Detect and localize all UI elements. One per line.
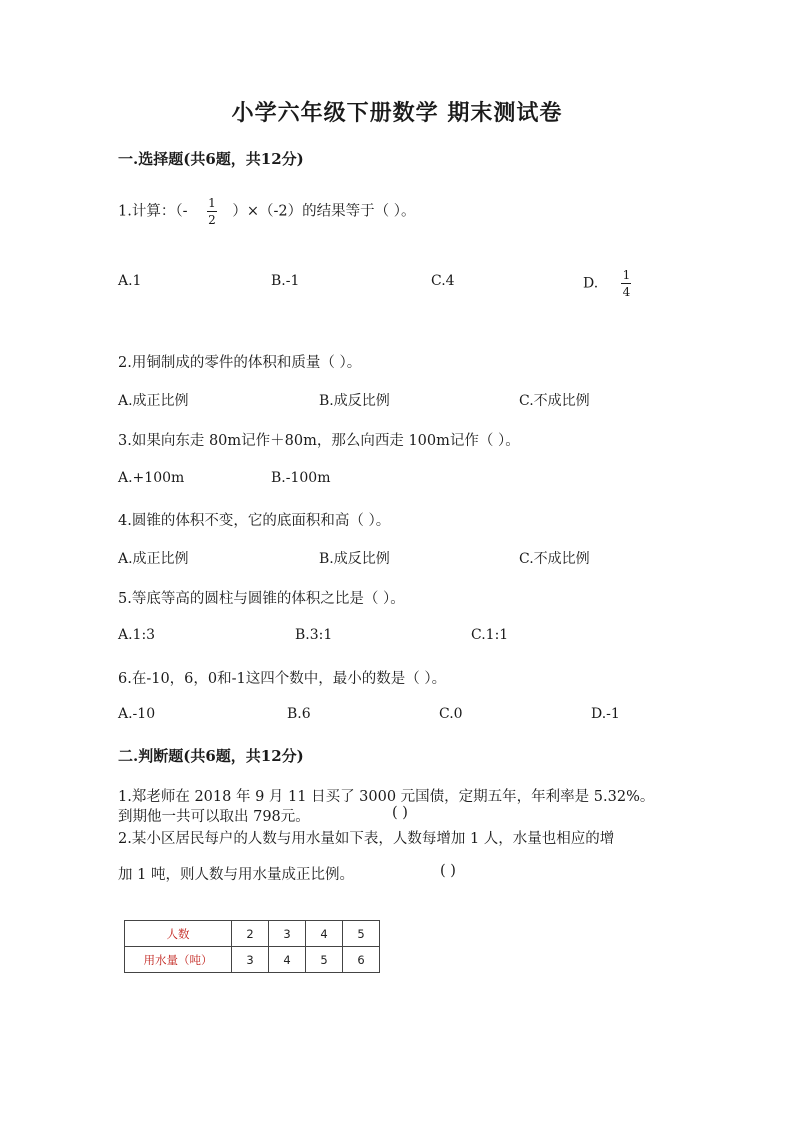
table-cell: 4 — [306, 921, 343, 947]
q2-option-a: A.成正比例 — [118, 393, 189, 409]
q5-option-c: C.1:1 — [471, 627, 509, 643]
question-1 — [118, 196, 415, 227]
fraction-numerator: 1 — [622, 268, 631, 282]
q6-option-d: D.-1 — [591, 706, 620, 722]
q2-option-c: C.不成比例 — [519, 393, 590, 409]
judgement-2-line-2: 加 1 吨，则人数与用水量成正比例。 — [118, 867, 354, 883]
fraction-bar — [207, 211, 217, 212]
q2-option-b: B.成反比例 — [319, 393, 390, 409]
judgement-1-line-1: 1.郑老师在 2018 年 9 月 11 日买了 3000 元国债，定期五年，年利率是 5.32%。 — [118, 789, 655, 805]
table-cell: 5 — [343, 921, 380, 947]
section-heading-choice: 一.选择题(共6题，共12分) — [118, 150, 304, 168]
q6-option-c: C.0 — [439, 706, 463, 722]
fraction-numerator: 1 — [208, 196, 216, 210]
table-cell: 3 — [232, 947, 269, 973]
row-label-people: 人数 — [125, 921, 232, 947]
q1-option-d-label: D. — [583, 275, 599, 292]
q1-option-a: A.1 — [118, 273, 142, 289]
judgement-1-answer-paren: ( ) — [392, 805, 408, 821]
section-heading-judgement: 二.判断题(共6题，共12分) — [118, 747, 304, 765]
q1-option-b: B.-1 — [271, 273, 300, 289]
table-row — [125, 921, 380, 947]
question-2: 2.用铜制成的零件的体积和质量（ ）。 — [118, 355, 362, 371]
q3-option-b: B.-100m — [271, 470, 331, 486]
judgement-2-answer-paren: ( ) — [440, 863, 456, 879]
question-1-suffix: ）×（-2）的结果等于（ ）。 — [232, 203, 416, 220]
table-cell: 6 — [343, 947, 380, 973]
table-cell: 2 — [232, 921, 269, 947]
question-1-prefix: 1.计算：（- — [118, 203, 188, 220]
q6-option-b: B.6 — [287, 706, 311, 722]
q6-option-a: A.-10 — [118, 706, 156, 722]
question-6: 6.在-10，6，0和-1这四个数中，最小的数是（ ）。 — [118, 671, 447, 687]
q5-option-a: A.1:3 — [118, 627, 156, 643]
fraction-denominator: 4 — [622, 285, 631, 299]
page-title: 小学六年级下册数学 期末测试卷 — [231, 100, 563, 126]
table-cell: 3 — [269, 921, 306, 947]
question-4: 4.圆锥的体积不变，它的底面积和高（ ）。 — [118, 513, 391, 529]
fraction-one-quarter — [621, 268, 633, 299]
table-cell: 4 — [269, 947, 306, 973]
q5-option-b: B.3:1 — [295, 627, 333, 643]
q4-option-b: B.成反比例 — [319, 551, 390, 567]
people-water-table — [124, 920, 380, 973]
judgement-1-line-2: 到期他一共可以取出 798元。 — [118, 809, 310, 825]
q4-option-a: A.成正比例 — [118, 551, 189, 567]
fraction-bar — [621, 283, 631, 284]
table-cell: 5 — [306, 947, 343, 973]
q3-option-a: A.+100m — [118, 470, 185, 486]
q4-option-c: C.不成比例 — [519, 551, 590, 567]
fraction-one-half — [206, 196, 218, 227]
table-row — [125, 947, 380, 973]
fraction-denominator: 2 — [208, 213, 216, 227]
q1-option-d — [583, 268, 636, 299]
question-3: 3.如果向东走 80m记作＋80m，那么向西走 100m记作（ ）。 — [118, 433, 520, 449]
judgement-2-line-1: 2.某小区居民每户的人数与用水量如下表，人数每增加 1 人，水量也相应的增 — [118, 831, 615, 847]
question-5: 5.等底等高的圆柱与圆锥的体积之比是（ ）。 — [118, 591, 405, 607]
row-label-water: 用水量（吨） — [125, 947, 232, 973]
q1-option-c: C.4 — [431, 273, 455, 289]
